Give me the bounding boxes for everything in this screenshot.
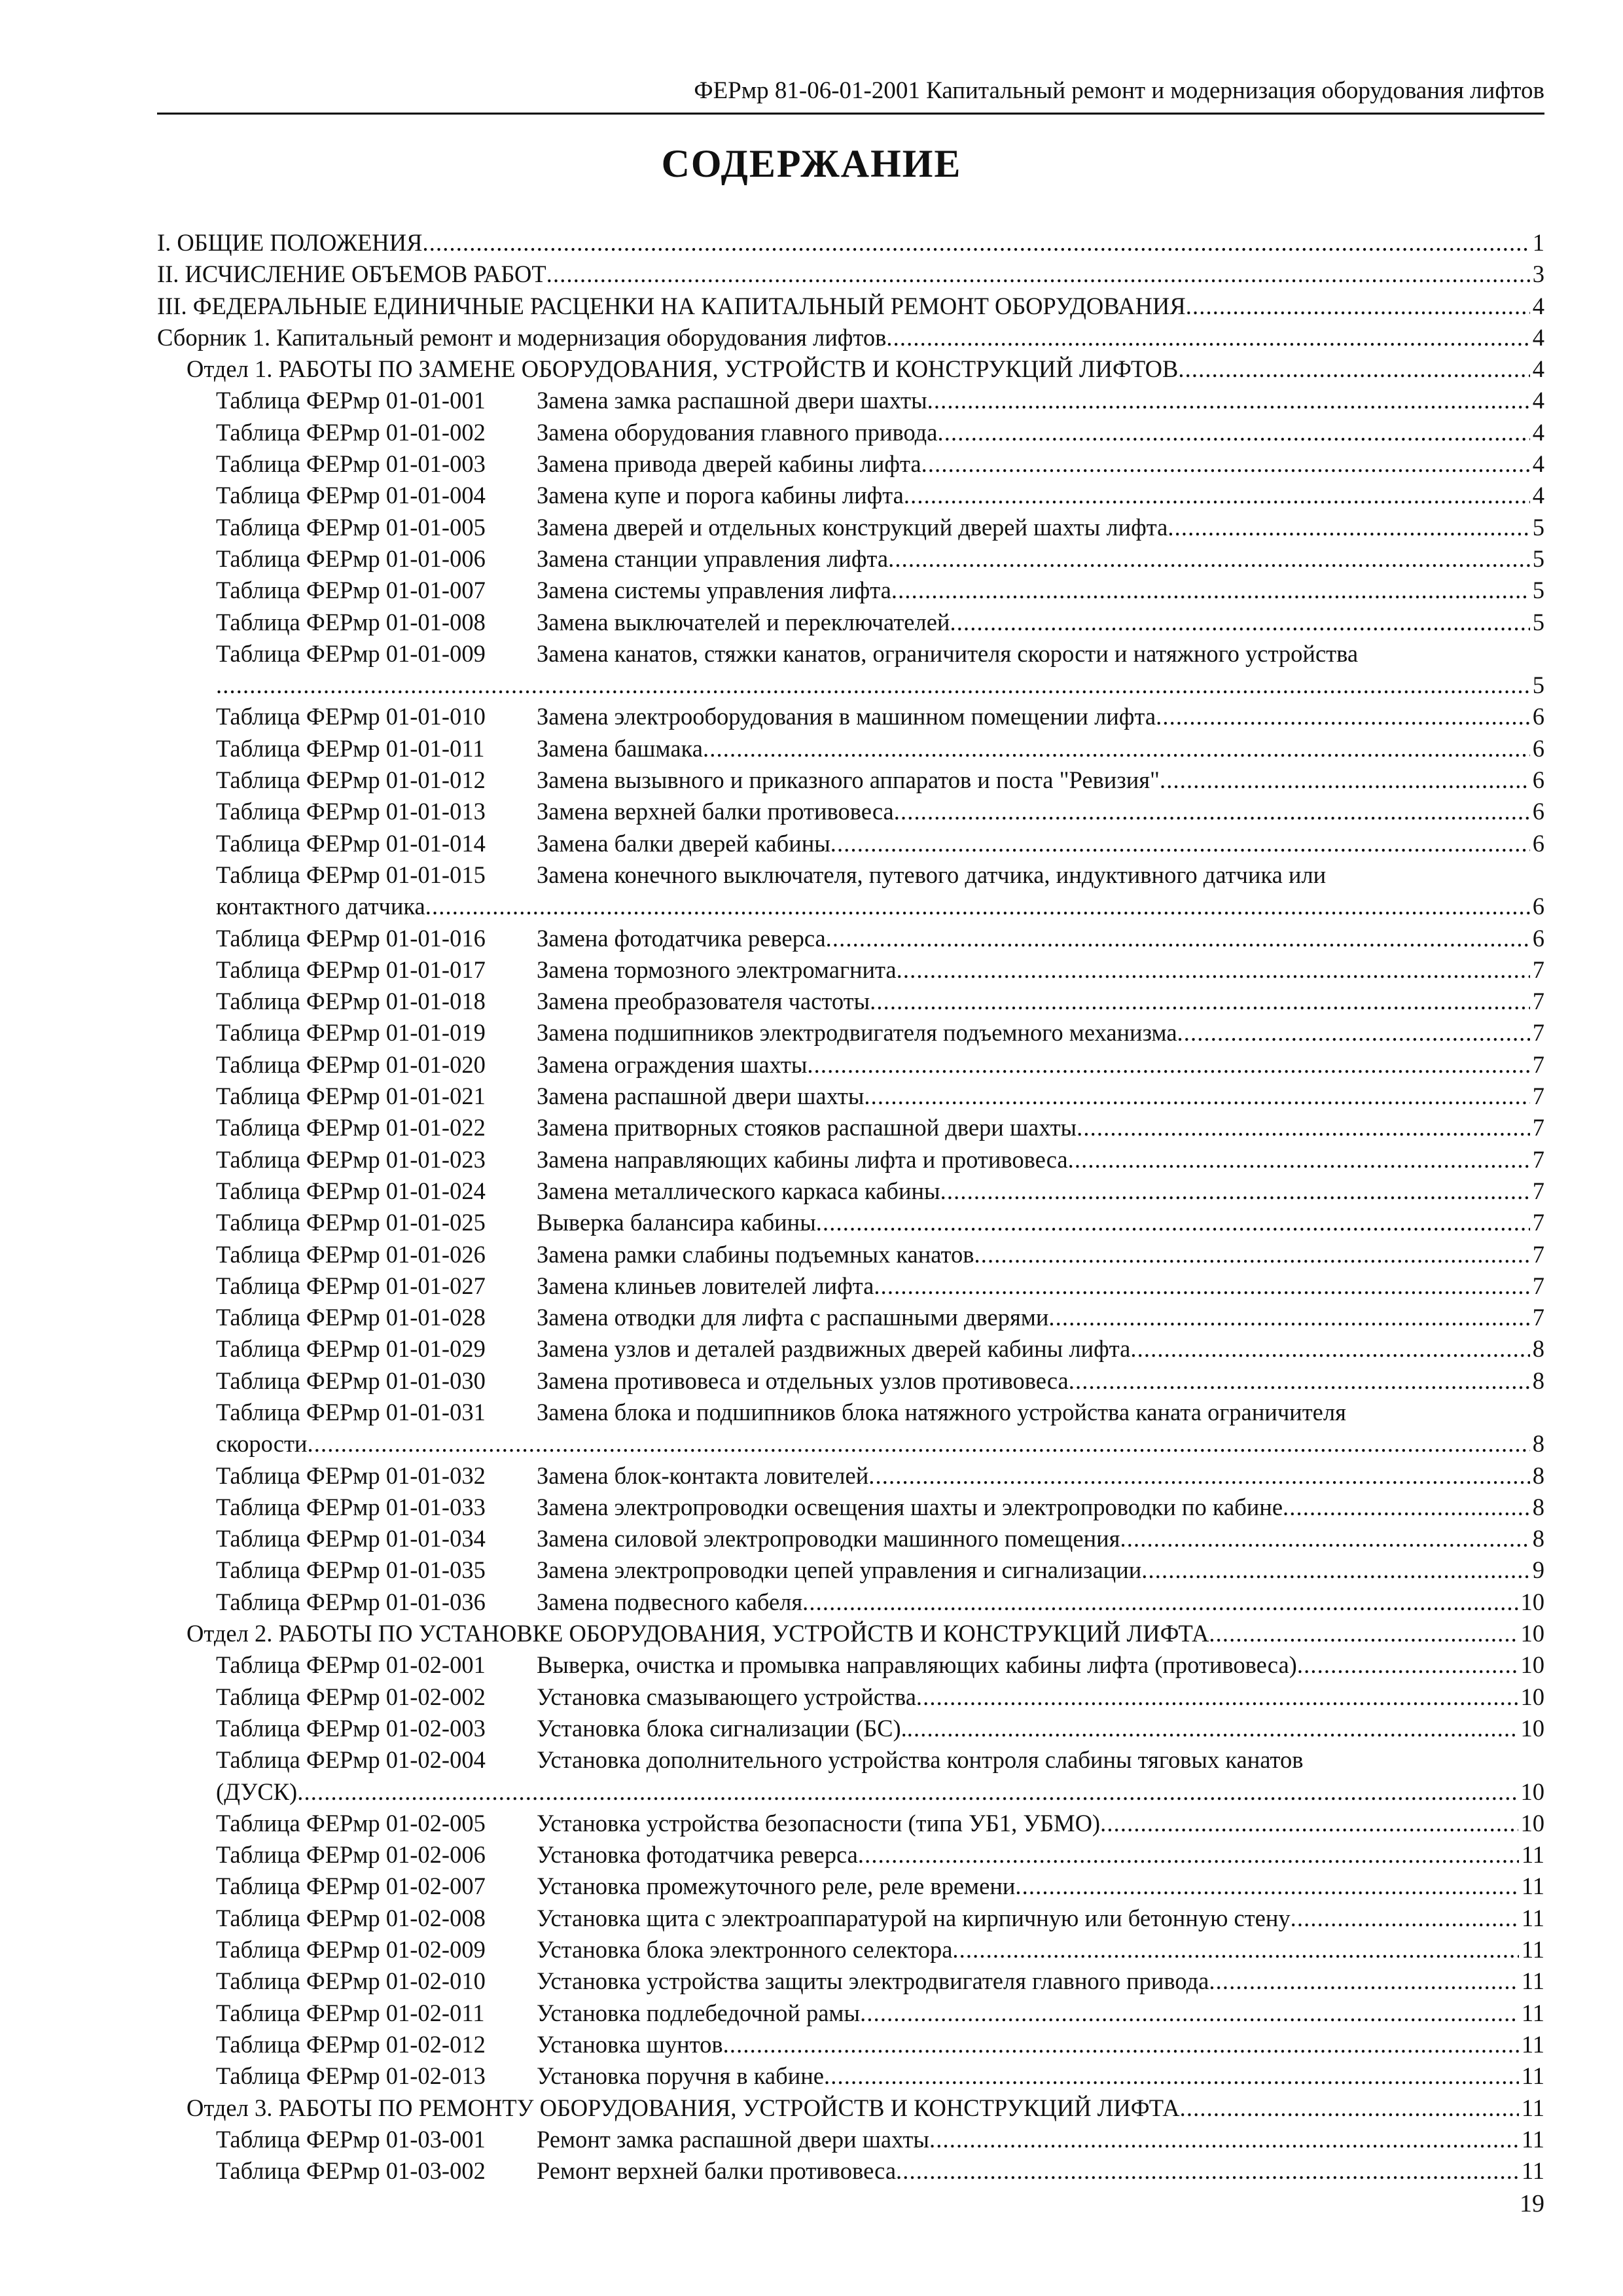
table-name: Замена распашной двери шахты	[537, 1083, 865, 1110]
toc-section-entry[interactable]	[157, 2092, 1544, 2124]
toc-top-entry[interactable]	[157, 322, 1544, 353]
table-code: Таблица ФЕРмр 01-02-008	[216, 1904, 486, 1931]
dot-leader	[1177, 1017, 1530, 1049]
dot-leader	[1068, 1144, 1530, 1175]
toc-entry-label: I. ОБЩИЕ ПОЛОЖЕНИЯ	[157, 229, 423, 256]
table-code: Таблица ФЕРмр 01-01-025	[216, 1209, 486, 1236]
table-code: Таблица ФЕРмр 01-01-003	[216, 450, 486, 478]
toc-top-entry[interactable]	[157, 291, 1544, 322]
dot-leader	[1297, 1649, 1518, 1681]
table-code: Таблица ФЕРмр 01-01-006	[216, 545, 486, 572]
toc-table-entry[interactable]	[157, 385, 1544, 416]
toc-table-entry[interactable]	[157, 1081, 1544, 1112]
toc-table-entry[interactable]	[157, 1713, 1544, 1744]
table-code: Таблица ФЕРмр 01-01-021	[216, 1083, 486, 1110]
table-name: Замена рамки слабины подъемных канатов	[537, 1240, 974, 1268]
toc-page-number: 11	[1521, 2125, 1544, 2153]
table-name: Установка подлебедочной рамы	[537, 1999, 861, 2026]
table-name: Установка устройства безопасности (типа УБ1, УБМО)	[537, 1809, 1101, 1837]
toc-table-entry[interactable]	[157, 1302, 1544, 1333]
table-name: Замена конечного выключателя, путевого датчика, индуктивного датчика или	[537, 861, 1327, 888]
dot-leader	[1291, 1903, 1519, 1934]
dot-leader	[1156, 701, 1530, 732]
toc-table-entry[interactable]	[157, 1554, 1544, 1586]
table-name: Замена канатов, стяжки канатов, ограничителя скорости и натяжного устройства	[537, 639, 1359, 667]
toc-table-entry[interactable]	[157, 1049, 1544, 1081]
toc-page-number: 10	[1520, 1620, 1544, 1647]
running-header: ФЕРмр 81-06-01-2001 Капитальный ремонт и модернизация оборудования лифтов	[157, 73, 1544, 115]
toc-table-entry[interactable]	[157, 1207, 1544, 1238]
dot-leader	[297, 1776, 1518, 1808]
table-name: Замена фотодатчика реверса	[537, 924, 826, 952]
dot-leader	[888, 543, 1530, 575]
toc-page-number: 10	[1520, 1714, 1544, 1742]
table-code: Таблица ФЕРмр 01-01-029	[216, 1335, 486, 1363]
table-name: Установка промежуточного реле, реле времени	[537, 1873, 1016, 1900]
toc-page-number: 5	[1532, 672, 1544, 699]
table-name: Установка дополнительного устройства контроля слабины тяговых канатов	[537, 1746, 1304, 1774]
dot-leader	[1209, 1618, 1518, 1649]
table-code: Таблица ФЕРмр 01-01-036	[216, 1588, 486, 1615]
table-code: Таблица ФЕРмр 01-01-013	[216, 798, 486, 825]
toc-page-number: 6	[1532, 766, 1544, 794]
table-of-contents	[157, 227, 1544, 2187]
toc-page-number: 8	[1532, 1525, 1544, 1552]
dot-leader	[802, 1587, 1518, 1618]
toc-table-entry[interactable]	[157, 1175, 1544, 1207]
toc-table-entry[interactable]	[157, 1681, 1544, 1713]
toc-table-entry[interactable]	[157, 607, 1544, 638]
dot-leader	[546, 259, 1530, 290]
table-code: Таблица ФЕРмр 01-01-012	[216, 766, 486, 794]
toc-page-number: 8	[1532, 1367, 1544, 1394]
toc-page-number: 1	[1532, 229, 1544, 256]
toc-table-entry-continuation[interactable]	[157, 891, 1544, 922]
toc-page-number: 7	[1532, 1083, 1544, 1110]
table-name: Замена силовой электропроводки машинного помещения	[537, 1525, 1120, 1552]
toc-page-number: 7	[1532, 1019, 1544, 1047]
toc-table-entry[interactable]	[157, 543, 1544, 575]
table-name: Замена противовеса и отдельных узлов противовеса	[537, 1367, 1069, 1394]
toc-page-number: 11	[1521, 1967, 1544, 1995]
table-name: Замена верхней балки противовеса	[537, 798, 894, 825]
table-code: Таблица ФЕРмр 01-02-011	[216, 1999, 485, 2026]
toc-page-number: 11	[1521, 1936, 1544, 1964]
dot-leader	[896, 2155, 1519, 2187]
toc-page-number: 6	[1532, 924, 1544, 952]
table-name: Замена ограждения шахты	[537, 1050, 808, 1078]
toc-page-number: 10	[1520, 1778, 1544, 1805]
table-name: Замена балки дверей кабины	[537, 829, 830, 857]
dot-leader	[907, 1713, 1518, 1744]
table-name: Замена вызывного и приказного аппаратов и поста "Ревизия"	[537, 766, 1160, 794]
toc-section-entry[interactable]	[157, 353, 1544, 385]
toc-page-number: 7	[1532, 1209, 1544, 1236]
toc-table-entry[interactable]	[157, 448, 1544, 480]
toc-table-entry[interactable]	[157, 1934, 1544, 1965]
dot-leader	[1160, 764, 1530, 796]
dot-leader	[826, 923, 1530, 954]
toc-table-entry[interactable]	[157, 1649, 1544, 1681]
dot-leader	[891, 575, 1530, 606]
toc-page-number: 3	[1532, 260, 1544, 288]
table-code: Таблица ФЕРмр 01-01-009	[216, 639, 486, 667]
table-name: Замена подшипников электродвигателя подъемного механизма	[537, 1019, 1177, 1047]
toc-table-entry[interactable]	[157, 859, 1544, 891]
toc-page-number: 11	[1521, 2030, 1544, 2058]
toc-table-entry[interactable]	[157, 512, 1544, 543]
table-name: Установка щита с электроаппаратурой на кирпичную или бетонную стену	[537, 1904, 1291, 1931]
toc-table-entry[interactable]	[157, 986, 1544, 1017]
toc-entry-label: II. ИСЧИСЛЕНИЕ ОБЪЕМОВ РАБОТ	[157, 260, 546, 288]
toc-table-entry[interactable]	[157, 1903, 1544, 1934]
table-code: Таблица ФЕРмр 01-01-030	[216, 1367, 486, 1394]
dot-leader	[929, 2124, 1519, 2155]
dot-leader	[921, 448, 1530, 480]
dot-leader	[1283, 1492, 1530, 1523]
toc-table-entry[interactable]	[157, 923, 1544, 954]
dot-leader	[703, 733, 1530, 764]
toc-table-entry[interactable]	[157, 1460, 1544, 1492]
toc-table-entry[interactable]	[157, 1270, 1544, 1302]
dot-leader	[423, 227, 1530, 259]
table-name: Замена тормозного электромагнита	[537, 956, 897, 983]
table-name: Замена выключателей и переключателей	[537, 608, 950, 636]
dot-leader	[904, 480, 1530, 511]
table-name: Выверка балансира кабины	[537, 1209, 816, 1236]
toc-table-entry[interactable]	[157, 2029, 1544, 2060]
toc-page-number: 10	[1520, 1588, 1544, 1615]
toc-page-number: 4	[1532, 292, 1544, 319]
dot-leader	[807, 1049, 1529, 1081]
table-name: Установка устройства защиты электродвигателя главного привода	[537, 1967, 1209, 1995]
toc-page-number: 7	[1532, 1240, 1544, 1268]
toc-table-entry[interactable]	[157, 1239, 1544, 1270]
table-name: Замена замка распашной двери шахты	[537, 387, 927, 414]
toc-entry-label: Отдел 3. РАБОТЫ ПО РЕМОНТУ ОБОРУДОВАНИЯ, УСТРОЙСТВ И КОНСТРУКЦИЙ ЛИФТА	[187, 2094, 1180, 2121]
table-name: Замена электропроводки цепей управления и сигнализации	[537, 1556, 1142, 1584]
toc-table-entry[interactable]	[157, 1333, 1544, 1365]
dot-leader	[1077, 1112, 1530, 1143]
toc-table-entry[interactable]	[157, 764, 1544, 796]
dot-leader	[1209, 1965, 1518, 1997]
toc-page-number: 5	[1532, 608, 1544, 636]
table-code: Таблица ФЕРмр 01-01-010	[216, 703, 486, 730]
dot-leader	[868, 1460, 1530, 1492]
table-code: Таблица ФЕРмр 01-01-032	[216, 1462, 486, 1489]
toc-table-entry[interactable]	[157, 796, 1544, 827]
dot-leader	[1048, 1302, 1529, 1333]
table-code: Таблица ФЕРмр 01-01-002	[216, 418, 486, 446]
dot-leader	[816, 1207, 1530, 1238]
toc-table-entry[interactable]	[157, 1998, 1544, 2029]
table-code: Таблица ФЕРмр 01-01-022	[216, 1114, 486, 1141]
dot-leader	[886, 322, 1529, 353]
toc-table-entry[interactable]	[157, 638, 1544, 670]
toc-page-number: 7	[1532, 956, 1544, 983]
toc-entry-label: Отдел 1. РАБОТЫ ПО ЗАМЕНЕ ОБОРУДОВАНИЯ, УСТРОЙСТВ И КОНСТРУКЦИЙ ЛИФТОВ	[187, 355, 1179, 383]
table-code: Таблица ФЕРмр 01-01-035	[216, 1556, 486, 1584]
dot-leader	[830, 828, 1530, 859]
table-code: Таблица ФЕРмр 01-02-013	[216, 2062, 486, 2090]
toc-page-number: 4	[1532, 387, 1544, 414]
toc-page-number: 11	[1521, 1904, 1544, 1931]
table-name: Замена привода дверей кабины лифта	[537, 450, 921, 478]
table-code: Таблица ФЕРмр 01-01-014	[216, 829, 486, 857]
toc-page-number: 7	[1532, 1050, 1544, 1078]
toc-section-entry[interactable]	[157, 1618, 1544, 1649]
dot-leader	[307, 1428, 1529, 1460]
table-name: Замена блок-контакта ловителей	[537, 1462, 869, 1489]
dot-leader	[1180, 2092, 1519, 2124]
table-code: Таблица ФЕРмр 01-01-024	[216, 1177, 486, 1204]
toc-page-number: 11	[1521, 1999, 1544, 2026]
page-title: СОДЕРЖАНИЕ	[661, 142, 962, 185]
toc-table-entry[interactable]	[157, 1839, 1544, 1871]
table-code: Таблица ФЕРмр 01-02-012	[216, 2030, 486, 2058]
table-name: Замена электропроводки освещения шахты и электропроводки по кабине	[537, 1493, 1283, 1520]
toc-page-number: 5	[1532, 545, 1544, 572]
table-name-continuation: (ДУСК)	[216, 1778, 298, 1805]
table-name: Установка блока сигнализации (БС).	[537, 1714, 907, 1742]
table-code: Таблица ФЕРмр 01-01-001	[216, 387, 486, 414]
toc-table-entry[interactable]	[157, 1397, 1544, 1428]
toc-table-entry-continuation[interactable]	[157, 1428, 1544, 1460]
table-name: Установка фотодатчика реверса	[537, 1841, 858, 1869]
table-name: Замена узлов и деталей раздвижных дверей кабины лифта	[537, 1335, 1131, 1363]
toc-top-entry[interactable]	[157, 227, 1544, 259]
table-code: Таблица ФЕРмр 01-01-007	[216, 577, 486, 604]
toc-entry-label: Сборник 1. Капитальный ремонт и модернизация оборудования лифтов	[157, 323, 887, 351]
table-code: Таблица ФЕРмр 01-02-003	[216, 1714, 486, 1742]
toc-page-number: 6	[1532, 893, 1544, 920]
table-code: Таблица ФЕРмр 01-01-034	[216, 1525, 486, 1552]
table-code: Таблица ФЕРмр 01-01-015	[216, 861, 486, 888]
toc-table-entry[interactable]	[157, 480, 1544, 511]
toc-table-entry[interactable]	[157, 1365, 1544, 1397]
toc-table-entry[interactable]	[157, 1112, 1544, 1143]
table-name: Ремонт замка распашной двери шахты	[537, 2125, 929, 2153]
toc-page-number: 11	[1521, 2062, 1544, 2090]
dot-leader	[824, 2060, 1519, 2092]
table-code: Таблица ФЕРмр 01-01-019	[216, 1019, 486, 1047]
table-name: Замена отводки для лифта с распашными дверями	[537, 1304, 1049, 1331]
table-code: Таблица ФЕРмр 01-01-020	[216, 1050, 486, 1078]
toc-table-entry-continuation[interactable]	[157, 1776, 1544, 1808]
table-name: Замена станции управления лифта	[537, 545, 889, 572]
dot-leader	[894, 796, 1530, 827]
toc-table-entry[interactable]	[157, 1744, 1544, 1776]
toc-page-number: 5	[1532, 513, 1544, 541]
table-code: Таблица ФЕРмр 01-01-011	[216, 734, 485, 762]
table-name: Установка блока электронного селектора	[537, 1936, 953, 1964]
toc-table-entry[interactable]	[157, 2060, 1544, 2092]
dot-leader	[937, 417, 1529, 448]
dot-leader	[860, 1998, 1519, 2029]
dot-leader	[927, 385, 1530, 416]
toc-page-number: 10	[1520, 1683, 1544, 1710]
table-code: Таблица ФЕРмр 01-01-016	[216, 924, 486, 952]
table-code: Таблица ФЕРмр 01-01-018	[216, 988, 486, 1015]
table-code: Таблица ФЕРмр 01-01-027	[216, 1272, 486, 1299]
table-code: Таблица ФЕРмр 01-01-005	[216, 513, 486, 541]
toc-table-entry[interactable]	[157, 954, 1544, 986]
toc-page-number: 4	[1532, 418, 1544, 446]
dot-leader	[1015, 1871, 1518, 1902]
toc-page-number: 7	[1532, 1145, 1544, 1173]
dot-leader	[1130, 1333, 1529, 1365]
dot-leader	[940, 1175, 1530, 1207]
toc-entry-label: III. ФЕДЕРАЛЬНЫЕ ЕДИНИЧНЫЕ РАСЦЕНКИ НА КАПИТАЛЬНЫЙ РЕМОНТ ОБОРУДОВАНИЯ	[157, 292, 1186, 319]
toc-table-entry[interactable]	[157, 1587, 1544, 1618]
table-name: Замена системы управления лифта	[537, 577, 891, 604]
dot-leader	[974, 1239, 1530, 1270]
toc-page-number: 7	[1532, 1177, 1544, 1204]
table-code: Таблица ФЕРмр 01-02-009	[216, 1936, 486, 1964]
dot-leader	[858, 1839, 1519, 1871]
dot-leader	[874, 1270, 1529, 1302]
dot-leader	[1100, 1808, 1518, 1839]
table-code: Таблица ФЕРмр 01-02-007	[216, 1873, 486, 1900]
dot-leader	[897, 954, 1530, 986]
dot-leader	[864, 1081, 1529, 1112]
toc-page-number: 11	[1521, 1873, 1544, 1900]
table-name: Замена притворных стояков распашной двери шахты	[537, 1114, 1077, 1141]
toc-table-entry-continuation[interactable]	[157, 670, 1544, 701]
page-number: 19	[1520, 2190, 1544, 2217]
table-name: Замена преобразователя частоты	[537, 988, 870, 1015]
table-name: Замена направляющих кабины лифта и противовеса	[537, 1145, 1068, 1173]
table-name: Замена электрооборудования в машинном помещении лифта	[537, 703, 1156, 730]
toc-page-number: 4	[1532, 355, 1544, 383]
dot-leader	[723, 2029, 1519, 2060]
table-code: Таблица ФЕРмр 01-01-008	[216, 608, 486, 636]
toc-page-number: 4	[1532, 482, 1544, 509]
toc-page-number: 6	[1532, 703, 1544, 730]
toc-entry-label: Отдел 2. РАБОТЫ ПО УСТАНОВКЕ ОБОРУДОВАНИЯ, УСТРОЙСТВ И КОНСТРУКЦИЙ ЛИФТА	[187, 1620, 1209, 1647]
table-code: Таблица ФЕРмр 01-01-031	[216, 1398, 486, 1426]
table-code: Таблица ФЕРмр 01-03-001	[216, 2125, 486, 2153]
table-name: Замена башмака	[537, 734, 703, 762]
dot-leader	[1186, 291, 1530, 322]
toc-table-entry[interactable]	[157, 2124, 1544, 2155]
toc-page-number: 10	[1520, 1651, 1544, 1679]
toc-table-entry[interactable]	[157, 1808, 1544, 1839]
toc-page-number: 7	[1532, 1272, 1544, 1299]
toc-page-number: 4	[1532, 323, 1544, 351]
toc-page-number: 8	[1532, 1335, 1544, 1363]
table-code: Таблица ФЕРмр 01-02-001	[216, 1651, 486, 1679]
table-name: Установка шунтов	[537, 2030, 723, 2058]
toc-page-number: 7	[1532, 1304, 1544, 1331]
toc-table-entry[interactable]	[157, 417, 1544, 448]
dot-leader	[1141, 1554, 1529, 1586]
toc-table-entry[interactable]	[157, 1144, 1544, 1175]
toc-table-entry[interactable]	[157, 701, 1544, 732]
table-name: Выверка, очистка и промывка направляющих кабины лифта (противовеса)	[537, 1651, 1297, 1679]
table-code: Таблица ФЕРмр 01-01-026	[216, 1240, 486, 1268]
table-code: Таблица ФЕРмр 01-01-017	[216, 956, 486, 983]
table-name: Замена блока и подшипников блока натяжного устройства каната ограничителя	[537, 1398, 1346, 1426]
toc-table-entry[interactable]	[157, 733, 1544, 764]
table-name: Установка поручня в кабине	[537, 2062, 824, 2090]
table-code: Таблица ФЕРмр 01-01-023	[216, 1145, 486, 1173]
toc-table-entry[interactable]	[157, 2155, 1544, 2187]
table-code: Таблица ФЕРмр 01-01-033	[216, 1493, 486, 1520]
dot-leader	[1069, 1365, 1530, 1397]
toc-top-entry[interactable]	[157, 259, 1544, 290]
table-name: Замена подвесного кабеля	[537, 1588, 803, 1615]
toc-page-number: 7	[1532, 988, 1544, 1015]
toc-page-number: 11	[1521, 1841, 1544, 1869]
table-code: Таблица ФЕРмр 01-02-002	[216, 1683, 486, 1710]
toc-page-number: 11	[1521, 2094, 1544, 2121]
dot-leader	[216, 670, 1530, 701]
toc-page-number: 8	[1532, 1430, 1544, 1458]
toc-table-entry[interactable]	[157, 828, 1544, 859]
table-code: Таблица ФЕРмр 01-02-006	[216, 1841, 486, 1869]
toc-page-number: 9	[1532, 1556, 1544, 1584]
dot-leader	[425, 891, 1530, 922]
toc-table-entry[interactable]	[157, 1965, 1544, 1997]
table-name: Замена металлического каркаса кабины	[537, 1177, 940, 1204]
toc-page-number: 7	[1532, 1114, 1544, 1141]
toc-table-entry[interactable]	[157, 1523, 1544, 1554]
dot-leader	[916, 1681, 1518, 1713]
dot-leader	[952, 1934, 1518, 1965]
dot-leader	[950, 607, 1529, 638]
dot-leader	[1120, 1523, 1529, 1554]
table-name-continuation: контактного датчика	[216, 893, 425, 920]
table-name-continuation: скорости	[216, 1430, 308, 1458]
table-code: Таблица ФЕРмр 01-01-004	[216, 482, 486, 509]
toc-page-number: 8	[1532, 1462, 1544, 1489]
toc-page-number: 10	[1520, 1809, 1544, 1837]
table-code: Таблица ФЕРмр 01-02-005	[216, 1809, 486, 1837]
table-name: Замена дверей и отдельных конструкций дверей шахты лифта	[537, 513, 1168, 541]
table-name: Замена оборудования главного привода	[537, 418, 938, 446]
table-name: Ремонт верхней балки противовеса	[537, 2157, 897, 2185]
table-code: Таблица ФЕРмр 01-02-010	[216, 1967, 486, 1995]
toc-page-number: 11	[1521, 2157, 1544, 2185]
toc-table-entry[interactable]	[157, 1492, 1544, 1523]
toc-page-number: 5	[1532, 577, 1544, 604]
table-code: Таблица ФЕРмр 01-03-002	[216, 2157, 486, 2185]
table-code: Таблица ФЕРмр 01-01-028	[216, 1304, 486, 1331]
table-code: Таблица ФЕРмр 01-02-004	[216, 1746, 486, 1774]
dot-leader	[1168, 512, 1529, 543]
toc-table-entry[interactable]	[157, 1871, 1544, 1902]
toc-page-number: 8	[1532, 1493, 1544, 1520]
toc-table-entry[interactable]	[157, 1017, 1544, 1049]
toc-page-number: 6	[1532, 829, 1544, 857]
dot-leader	[870, 986, 1530, 1017]
table-name: Установка смазывающего устройства	[537, 1683, 916, 1710]
toc-page-number: 4	[1532, 450, 1544, 478]
table-name: Замена купе и порога кабины лифта	[537, 482, 904, 509]
toc-page-number: 6	[1532, 798, 1544, 825]
toc-page-number: 6	[1532, 734, 1544, 762]
table-name: Замена клиньев ловителей лифта	[537, 1272, 874, 1299]
toc-table-entry[interactable]	[157, 575, 1544, 606]
dot-leader	[1178, 353, 1529, 385]
